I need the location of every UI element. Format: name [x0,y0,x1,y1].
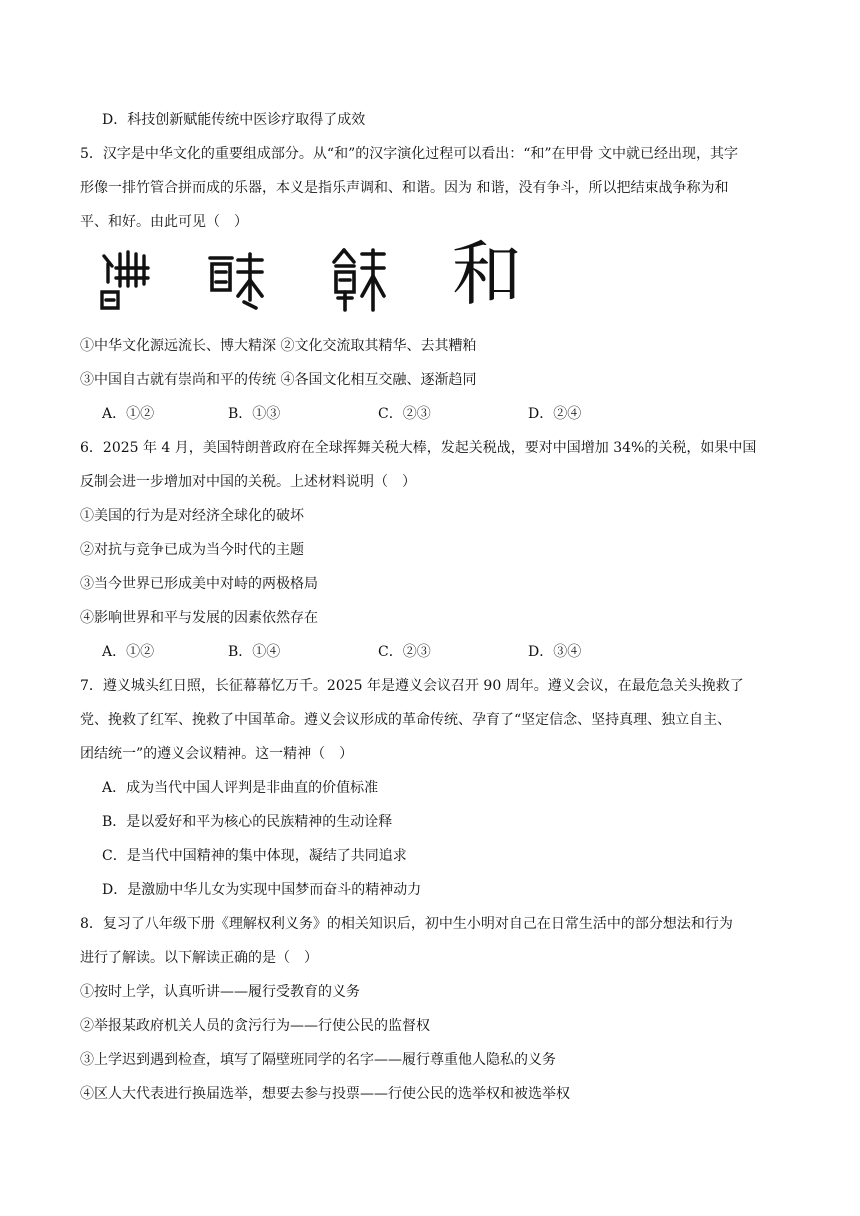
q5-statement-2: ③中国自古就有崇尚和平的传统 ④各国文化相互交融、逐渐趋同 [80,372,477,388]
q6-statement-1: ①美国的行为是对经济全球化的破坏 [80,508,304,524]
q8-stem-line-1: 8．复习了八年级下册《理解权利义务》的相关知识后，初中生小明对自己在日常生活中的部分想法和行为 [80,916,733,932]
he-character-evolution [92,233,552,320]
q5-stem-line-2: 形像一排竹管合拼而成的乐器，本义是指乐声调和、和谐。因为 和谐，没有争斗，所以把结束战争称为和 [80,180,729,196]
q5-option-a[interactable]: A．①② [102,406,155,422]
q6-stem-line-2: 反制会进一步增加对中国的关税。上述材料说明（ ） [80,474,416,490]
q5-options [102,404,802,424]
q7-stem-line-2: 党、挽救了红军、挽救了中国革命。遵义会议形成的革命传统、孕育了“坚定信念、坚持真理、独立自主、 [80,712,732,728]
q4-option-d: D．科技创新赋能传统中医诊疗取得了成效 [102,112,366,128]
q7-option-d[interactable]: D．是激励中华儿女为实现中国梦而奋斗的精神动力 [102,882,422,898]
q8-statement-2: ②举报某政府机关人员的贪污行为——行使公民的监督权 [80,1018,430,1034]
q5-stem-line-1: 5．汉字是中华文化的重要组成部分。从“和”的汉字演化过程可以看出：“和”在甲骨 文中就已经出现，其字 [80,146,738,162]
q5-option-c[interactable]: C．②③ [378,406,431,422]
q8-stem-line-2: 进行了解读。以下解读正确的是（ ） [80,950,318,966]
q6-stem-line-1: 6．2025 年 4 月，美国特朗普政府在全球挥舞关税大棒，发起关税战，要对中国增加 34%的关税，如果中国 [80,440,757,456]
q6-statement-4: ④影响世界和平与发展的因素依然存在 [80,610,318,626]
q7-stem-line-3: 团结统一”的遵义会议精神。这一精神（ ） [80,746,354,762]
q6-statement-3: ③当今世界已形成美中对峙的两极格局 [80,576,318,592]
q6-options [102,642,802,662]
q6-option-d[interactable]: D．③④ [528,644,582,660]
bronze-he-glyph [206,250,266,312]
q8-statement-4: ④区人大代表进行换届选举，想要去参与投票——行使公民的选举权和被选举权 [80,1086,570,1102]
q7-option-c[interactable]: C．是当代中国精神的集中体现，凝结了共同追求 [102,848,407,864]
q8-statement-1: ①按时上学，认真听讲——履行受教育的义务 [80,984,360,1000]
q5-option-d[interactable]: D．②④ [528,406,582,422]
q5-statement-1: ①中华文化源远流长、博大精深 ②文化交流取其精华、去其糟粕 [80,338,477,354]
q5-stem-line-3: 平、和好。由此可见（ ） [80,214,248,230]
q6-statement-2: ②对抗与竞争已成为当今时代的主题 [80,542,304,558]
modern-he-glyph: 和 [452,233,522,315]
q5-option-b[interactable]: B．①③ [228,406,281,422]
q7-option-b[interactable]: B．是以爱好和平为核心的民族精神的生动诠释 [102,814,393,830]
seal-script-he-glyph [328,246,388,314]
q8-statement-3: ③上学迟到遇到检查，填写了隔壁班同学的名字——履行尊重他人隐私的义务 [80,1052,556,1068]
q6-option-c[interactable]: C．②③ [378,644,431,660]
q7-option-a[interactable]: A．成为当代中国人评判是非曲直的价值标准 [102,780,379,796]
oracle-bone-he-glyph [98,248,150,312]
q6-option-a[interactable]: A．①② [102,644,155,660]
q6-option-b[interactable]: B．①④ [228,644,281,660]
q7-stem-line-1: 7．遵义城头红日照，长征幕幕忆万千。2025 年是遵义会议召开 90 周年。遵义会议，在最危急关头挽救了 [80,678,744,694]
